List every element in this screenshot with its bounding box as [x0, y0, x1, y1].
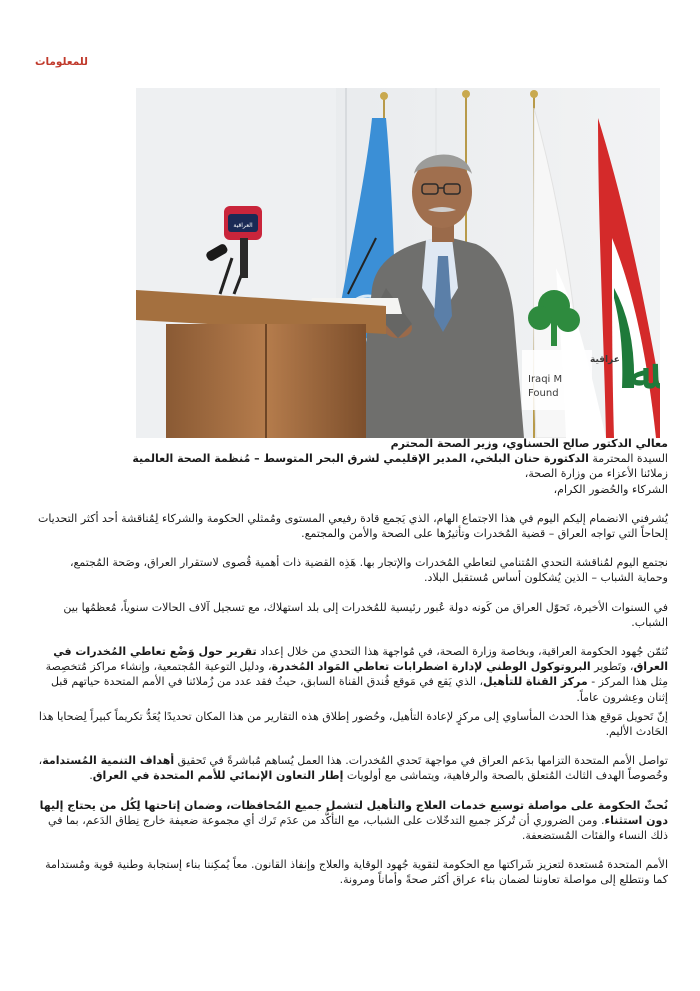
svg-text:ﷲ: ﷲ — [630, 351, 654, 398]
document-label: للمعلومات — [34, 56, 88, 68]
paragraph-2: نجتمع اليوم لمُناقشة التحدي المُتنامي لتعاطي المُخدرات والإتجار بها. هَذِه القضية ذات أهمية قُصوى لاستقرار العراق، وصَحة المُجتمع، وحماية الشباب – الذين يُشكلون أساس مُستقبل البلاد. — [69, 556, 668, 585]
event-photo — [136, 88, 660, 438]
foundation-text-en-2: Found — [528, 388, 559, 399]
mic-logo-text: العراقية — [233, 222, 253, 229]
greeting-block — [36, 436, 668, 497]
paragraph-5: إنّ تَحويل مَوقع هذا الحدث المأساوي إلى مركزٍ لإعادة التأهيل، وحُضور إطلاق هذه التقارير من هذا المكان تحديدًا يُعَدُّ تكريماً كبيراً لِضحايا هذا الحَادث الأليم. — [38, 709, 668, 739]
paragraph-3: في السنوات الأخيرة، تَحوّل العراق من كَونه دولة عُبور رئيسية للمُخدرات إلى بلد استهلاك، مع تسجيل آلاف الحالات سنوياً، مُعظمُها بين الشباب. — [63, 600, 668, 629]
foundation-text-ar: عراقية — [590, 355, 620, 365]
foundation-text-en-1: Iraqi M — [528, 374, 563, 385]
paragraph-4: نُثمّن جُهود الحكومة العراقية، وبخاصة وزارة الصحة، في مُواجهة هذا التحدي من خلال إعداد تقرير حول وَضْع تعاطي المُخدرات في العراق، وتَطوير البروتوكول الوطني لإدارة اضطرابات تعاطي المَواد المُخدرة، ودليل التوعية المُجتمعية، وإنشاء مراكز مُتخصِصة مِثل هذا المركز - مركز القناة للتأهيل، الذي يَقع في مَوقع فُندق القناة السابق، حيثُ فقد عدد من زُملائنا في الأمم المتحدة حياتهم قبل إثنان وعِشرون عاماً. — [45, 645, 668, 704]
paragraph-1: يُشرفني الانضمام إليكم اليوم في هذا الاجتماع الهام، الذي يَجمع قادة رفيعي المستوى ومُمثلي الحكومة والشركاء لِمُناقشة أحد أكثر التحديات إلحاحاً التي تواجه العراق – قضية المُخدرات وتأثيرُها على الصحة والأمن والمجتمع. — [37, 511, 668, 541]
podium — [136, 290, 386, 438]
greeting-line-2: السيدة المحترمة الدكتورة حنان البلخي، المدير الإقليمي لشرق البحر المتوسط – مُنظمة الصحة العالمية — [132, 452, 668, 466]
paragraph-6: تواصل الأمم المتحدة التزامها بدَعم العراق في مواجهة تَحدي المُخدرات. هذا العمل يُساهم مُباشرةً في تَحقيق أهداف التنمية المُستدامة، وخُصوصاً الهدف الثالث المُتعلق بالصحة والرفاهية، ويتماشى مع أولويات إطار التعاون الإنمائي للأمم المتحدة في العراق. — [38, 754, 668, 783]
greeting-line-1: معالي الدكتور صالح الحسناوي، وزير الصحة المحترم — [390, 437, 668, 450]
paragraph-8: الأمم المتحدة مُستعدة لتعزيز شَراكتها مع الحكومة لتقوية جُهود الوقاية والعلاج وإنفاذ القانون. معاً يُمكِننا بناء إستجابة وطنية قوية ومُستدامة كما ونتطلع إلى مواصلة تعاوننا لضمان بناء عراق أكثر صحةً وأماناً ومرونة. — [45, 858, 668, 887]
paragraph-7: نُحثّ الحكومة على مواصلة توسيع خدمات العلاج والتأهيل لتشمل جميع المُحافظات، وضمان إتاحتها لِكُل من يحتاج إليها دون استثناء. ومن الضروري أن تُركز جميع التدخّلات على الشباب، مع التأكُّد من عدَم تَرك أي مجموعة ضعيفة خارج نِطاق الدَعم، بما في ذلك النساء والفئات المُستضعفة. — [39, 798, 668, 843]
greeting-line-4: الشركاء والحُضور الكرام، — [553, 482, 668, 496]
greeting-line-3: زملائنا الأعزاء من وزارة الصحة، — [524, 467, 668, 481]
speaker-at-podium-illustration — [136, 88, 660, 438]
speech-text — [36, 436, 668, 888]
